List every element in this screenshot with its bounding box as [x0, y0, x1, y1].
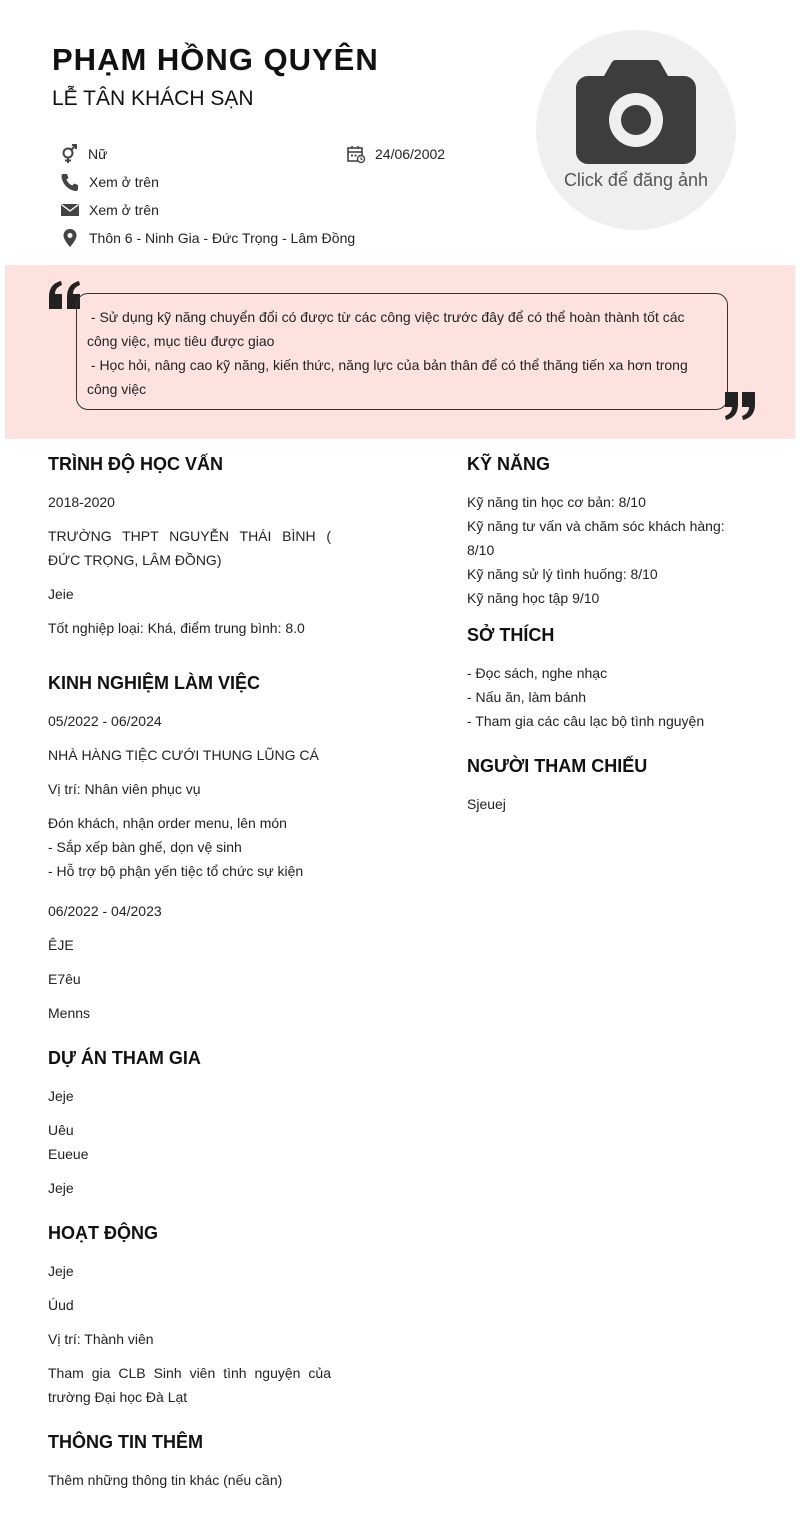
- phone-value: Xem ở trên: [89, 174, 159, 190]
- references-text[interactable]: Sjeuej: [467, 796, 506, 812]
- education-title: TRÌNH ĐỘ HỌC VẤN: [48, 454, 223, 474]
- gender-value: Nữ: [88, 146, 108, 162]
- candidate-name[interactable]: PHẠM HỒNG QUYÊN: [52, 42, 379, 77]
- activities-title: HOẠT ĐỘNG: [48, 1223, 158, 1243]
- photo-upload[interactable]: [536, 30, 736, 230]
- job2-desc[interactable]: Menns: [48, 1005, 91, 1021]
- project-line-2[interactable]: Eueue: [48, 1146, 89, 1162]
- job1-desc-2[interactable]: - Sắp xếp bàn ghế, dọn vệ sinh: [48, 839, 242, 855]
- phone-row[interactable]: [59, 171, 159, 193]
- hobbies-title: SỞ THÍCH: [467, 625, 555, 645]
- activity-org[interactable]: Jeje: [48, 1263, 74, 1279]
- quote-close-icon: [722, 392, 758, 420]
- job1-period[interactable]: 05/2022 - 06/2024: [48, 713, 162, 729]
- birthday-row[interactable]: [345, 143, 445, 165]
- project-line-1[interactable]: Uêu: [48, 1122, 74, 1138]
- activity-desc[interactable]: Tham gia CLB Sinh viên tình nguyện của trường Đại học Đà Lạt: [48, 1365, 331, 1405]
- hobby-item[interactable]: - Tham gia các câu lạc bộ tình nguyện: [467, 713, 705, 729]
- hobby-item[interactable]: - Đọc sách, nghe nhạc: [467, 665, 608, 681]
- camera-icon: [576, 60, 696, 164]
- skills-title: KỸ NĂNG: [467, 454, 551, 474]
- skill-item[interactable]: Kỹ năng tư vấn và chăm sóc khách hàng: 8/10: [467, 518, 725, 558]
- additional-text[interactable]: Thêm những thông tin khác (nếu cần): [48, 1472, 283, 1488]
- email-value: Xem ở trên: [89, 202, 159, 218]
- education-major[interactable]: Jeie: [48, 586, 74, 602]
- job1-company[interactable]: NHÀ HÀNG TIỆC CƯỚI THUNG LŨNG CÁ: [48, 747, 319, 763]
- gender-row[interactable]: [58, 143, 107, 165]
- hobby-item[interactable]: - Nấu ăn, làm bánh: [467, 689, 587, 705]
- skill-item[interactable]: Kỹ năng sử lý tình huống: 8/10: [467, 566, 658, 582]
- job2-position[interactable]: E7êu: [48, 971, 81, 987]
- projects-title: DỰ ÁN THAM GIA: [48, 1048, 201, 1068]
- experience-title: KINH NGHIỆM LÀM VIỆC: [48, 673, 261, 693]
- activity-position[interactable]: Vị trí: Thành viên: [48, 1331, 154, 1347]
- education-school[interactable]: TRƯỜNG THPT NGUYỄN THÁI BÌNH ( ĐỨC TRỌNG, LÂM ĐỒNG): [48, 528, 331, 568]
- photo-caption: Click để đăng ảnh: [563, 170, 709, 190]
- address-row[interactable]: [59, 227, 355, 249]
- gender-icon: [58, 143, 80, 165]
- references-title: NGƯỜI THAM CHIẾU: [467, 756, 648, 776]
- email-icon: [59, 199, 81, 221]
- objective-section: [5, 265, 795, 439]
- activity-period[interactable]: Úud: [48, 1297, 74, 1313]
- additional-title: THÔNG TIN THÊM: [48, 1432, 203, 1452]
- education-period[interactable]: 2018-2020: [48, 494, 115, 510]
- address-value: Thôn 6 - Ninh Gia - Đức Trọng - Lâm Đồng: [89, 230, 356, 246]
- job1-desc-3[interactable]: - Hỗ trợ bộ phận yến tiệc tổ chức sự kiện: [48, 863, 304, 879]
- job-title[interactable]: LỄ TÂN KHÁCH SẠN: [52, 87, 254, 110]
- calendar-icon: [345, 143, 367, 165]
- project-line-3[interactable]: Jeje: [48, 1180, 74, 1196]
- objective-line-2: - Học hỏi, nâng cao kỹ năng, kiến thức, năng lực của bản thân để có thể thăng tiến xa hơn trong công việc: [87, 357, 692, 397]
- job2-period[interactable]: 06/2022 - 04/2023: [48, 903, 162, 919]
- education-result[interactable]: Tốt nghiệp loại: Khá, điểm trung bình: 8.0: [48, 620, 305, 636]
- location-icon: [59, 227, 81, 249]
- skill-item[interactable]: Kỹ năng học tập 9/10: [467, 590, 600, 606]
- job2-company[interactable]: ÊJE: [48, 937, 74, 953]
- phone-icon: [59, 171, 81, 193]
- birthday-value: 24/06/2002: [375, 146, 446, 162]
- objective-line-1: - Sử dụng kỹ năng chuyển đổi có được từ các công việc trước đây để có thể hoàn thành tốt các công việc, mục tiêu được giao: [87, 309, 689, 349]
- job1-position[interactable]: Vị trí: Nhân viên phục vụ: [48, 781, 201, 797]
- project-name[interactable]: Jeje: [48, 1088, 74, 1104]
- job1-desc-1[interactable]: Đón khách, nhận order menu, lên món: [48, 815, 287, 831]
- objective-text[interactable]: [76, 293, 728, 410]
- skill-item[interactable]: Kỹ năng tin học cơ bản: 8/10: [467, 494, 646, 510]
- email-row[interactable]: [59, 199, 159, 221]
